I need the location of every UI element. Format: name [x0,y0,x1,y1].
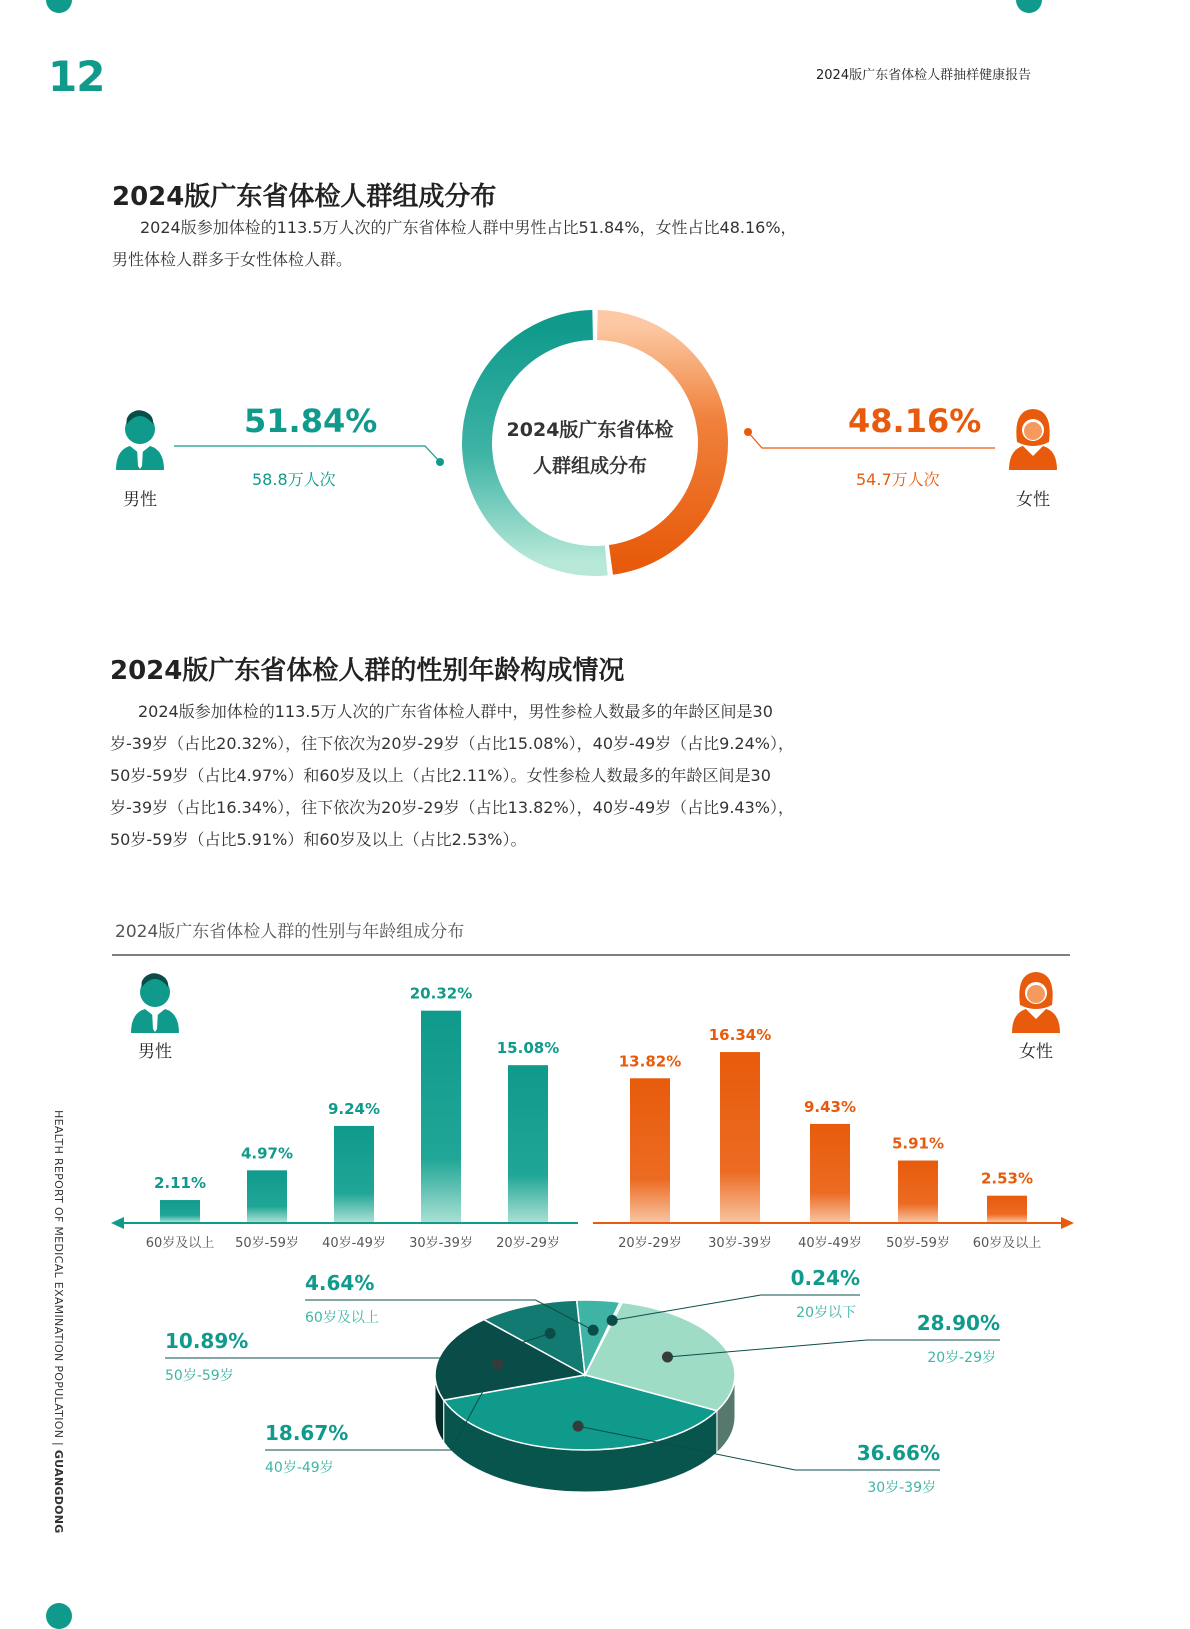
male-bar-value-label: 15.08% [496,1039,560,1058]
male-bar [508,1065,548,1222]
female-connector-dot [744,428,752,436]
pie-callout-percent: 4.64% [305,1271,375,1295]
section2-paragraph [110,696,890,856]
section1-paragraph [112,212,872,276]
pie-callout-age: 30岁-39岁 [867,1480,936,1496]
bar-male-person-icon [131,973,179,1033]
female-age-tick-label: 20岁-29岁 [618,1236,682,1251]
page-number: 12 [48,52,105,101]
male-age-tick-label: 50岁-59岁 [235,1236,299,1251]
corner-dot-top-right [1016,0,1042,13]
section2-line4: 岁-39岁（占比16.34%），往下依次为20岁-29岁（占比13.82%），40岁-49岁（占比9.43%）， [110,798,794,817]
female-bars [618,1026,1041,1251]
male-count: 58.8万人次 [252,470,336,489]
female-bar [630,1078,670,1222]
male-person-icon [116,410,164,470]
section1-title: 2024版广东省体检人群组成分布 [112,182,497,212]
female-bar [987,1196,1027,1222]
female-percent: 48.16% [848,402,982,440]
section2-line5: 50岁-59岁（占比5.91%）和60岁及以上（占比2.53%）。 [110,830,527,849]
male-age-tick-label: 40岁-49岁 [322,1236,386,1251]
male-age-tick-label: 30岁-39岁 [409,1236,473,1251]
pie-callout-age: 60岁及以上 [305,1310,379,1326]
corner-dot-bottom-left [46,1603,72,1629]
pie-callout-age: 20岁-29岁 [927,1350,996,1366]
female-bar [898,1161,938,1222]
header-title: 2024版广东省体检人群抽样健康报告 [816,68,1032,83]
side-text-bold: GUANGDONG [52,1449,65,1534]
pie-callout-percent: 28.90% [916,1311,1000,1335]
male-bar [247,1170,287,1222]
side-vertical-text: HEALTH REPORT OF MEDICAL EXAMINATION POPULATION | GUANGDONG [52,1110,65,1534]
female-bar-value-label: 5.91% [891,1134,945,1153]
section2-title: 2024版广东省体检人群的性别年龄构成情况 [110,656,625,686]
donut-center-line2: 人群组成分布 [532,455,647,477]
male-bars [146,985,560,1251]
male-label: 男性 [123,490,157,510]
female-axis-arrow [1061,1217,1074,1229]
female-age-tick-label: 60岁及以上 [972,1236,1042,1251]
male-age-tick-label: 20岁-29岁 [496,1236,560,1251]
female-age-tick-label: 30岁-39岁 [708,1236,772,1251]
age-gender-chart [0,940,1190,1520]
male-age-tick-label: 60岁及以上 [145,1236,215,1251]
bar-female-person-icon [1012,972,1060,1033]
male-bar-value-label: 2.11% [153,1174,207,1193]
male-bar [334,1126,374,1222]
bar-female-label: 女性 [1019,1042,1053,1062]
section2-line2: 岁-39岁（占比20.32%），往下依次为20岁-29岁（占比15.08%），40岁-49岁（占比9.24%）， [110,734,794,753]
pie-callout-percent: 36.66% [856,1441,940,1465]
female-label: 女性 [1016,490,1050,510]
female-bar [810,1124,850,1222]
pie-callout-age: 50岁-59岁 [165,1368,234,1384]
male-percent: 51.84% [244,402,378,440]
male-axis-arrow [111,1217,124,1229]
pie-callout-percent: 10.89% [165,1329,249,1353]
male-bar-value-label: 9.24% [327,1099,381,1118]
male-bar [421,1011,461,1222]
pie-callout-age: 20岁以下 [796,1305,856,1321]
female-bar-value-label: 13.82% [618,1052,682,1071]
male-bar [160,1200,200,1222]
section1-line1: 2024版参加体检的113.5万人次的广东省体检人群中男性占比51.84%，女性占比48.16%， [140,218,797,237]
section2-line3: 50岁-59岁（占比4.97%）和60岁及以上（占比2.11%）。女性参检人数最多的年龄区间是30 [110,766,771,785]
pie-callout-age: 40岁-49岁 [265,1460,334,1476]
donut-center-line1: 2024版广东省体检 [506,419,674,441]
donut-center-text [490,412,690,484]
female-age-tick-label: 50岁-59岁 [886,1236,950,1251]
female-person-icon [1009,409,1057,470]
female-count: 54.7万人次 [856,470,940,489]
bar-male-label: 男性 [138,1042,172,1062]
bar-chart-title: 2024版广东省体检人群的性别与年龄组成分布 [115,922,465,942]
female-bar [720,1052,760,1222]
corner-dot-top-left [46,0,72,13]
pie-callout-percent: 0.24% [790,1266,860,1290]
male-connector-line [174,446,440,462]
male-connector-dot [436,458,444,466]
pie-callout-percent: 18.67% [265,1421,349,1445]
side-text: HEALTH REPORT OF MEDICAL EXAMINATION POPULATION [52,1110,65,1439]
female-age-tick-label: 40岁-49岁 [798,1236,862,1251]
male-bar-value-label: 4.97% [240,1144,294,1163]
female-bar-value-label: 9.43% [803,1097,857,1116]
section1-line2: 男性体检人群多于女性体检人群。 [112,250,353,269]
female-bar-value-label: 2.53% [980,1169,1034,1188]
male-bar-value-label: 20.32% [409,984,473,1003]
section2-line1: 2024版参加体检的113.5万人次的广东省体检人群中，男性参检人数最多的年龄区间是30 [138,702,773,721]
female-bar-value-label: 16.34% [708,1026,772,1045]
